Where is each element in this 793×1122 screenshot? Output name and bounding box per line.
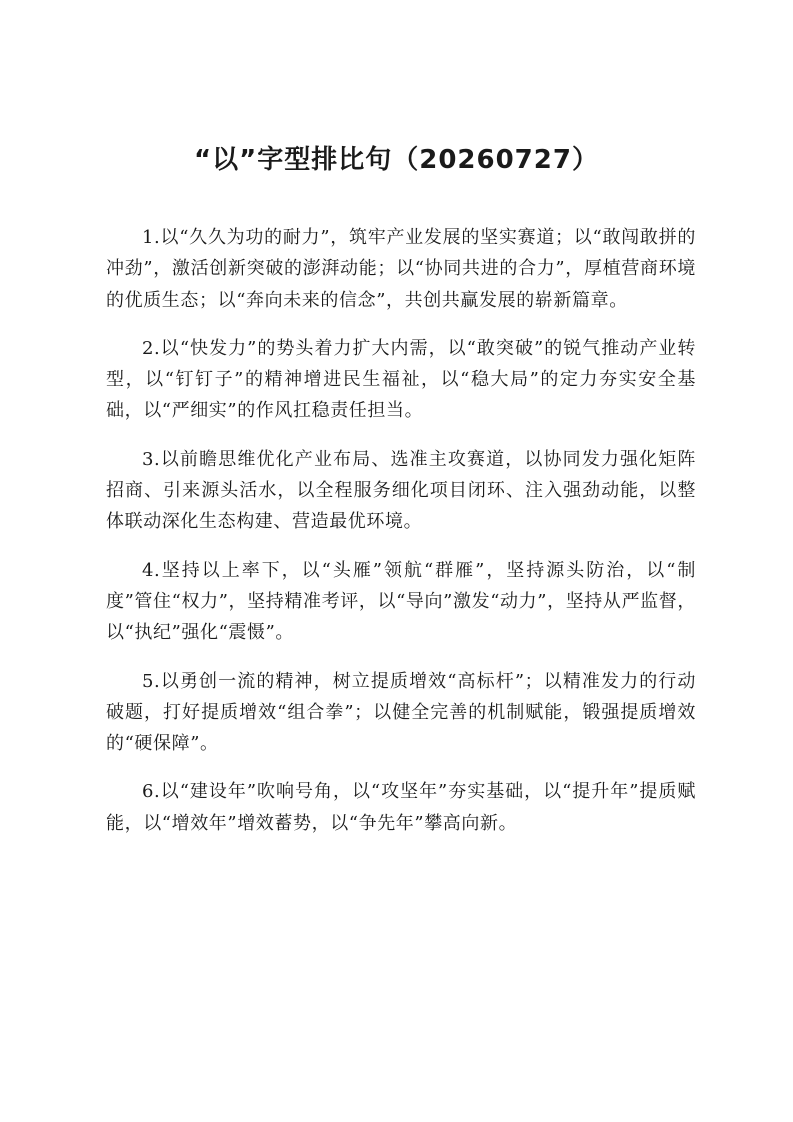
paragraph-3: 3.以前瞻思维优化产业布局、选准主攻赛道，以协同发力强化矩阵招商、引来源头活水，以全程服务细化项目闭环、注入强劲动能，以整体联动深化生态构建、营造最优环境。 <box>106 448 696 533</box>
document-body <box>106 222 696 856</box>
paragraph-4: 4.坚持以上率下，以“头雁”领航“群雁”，坚持源头防治，以“制度”管住“权力”，坚持精准考评，以“导向”激发“动力”，坚持从严监督，以“执纪”强化“震慑”。 <box>106 559 696 644</box>
paragraph-5: 5.以勇创一流的精神，树立提质增效“高标杆”；以精准发力的行动破题，打好提质增效“组合拳”；以健全完善的机制赋能，锻强提质增效的“硬保障”。 <box>106 670 696 755</box>
paragraph-6: 6.以“建设年”吹响号角，以“攻坚年”夯实基础，以“提升年”提质赋能，以“增效年”增效蓄势，以“争先年”攀高向新。 <box>106 781 696 834</box>
paragraph-2: 2.以“快发力”的势头着力扩大内需，以“敢突破”的锐气推动产业转型，以“钉钉子”的精神增进民生福祉，以“稳大局”的定力夯实安全基础，以“严细实”的作风扛稳责任担当。 <box>106 337 696 422</box>
document-title: “以”字型排比句（20260727） <box>194 145 599 175</box>
paragraph-1: 1.以“久久为功的耐力”，筑牢产业发展的坚实赛道；以“敢闯敢拼的冲劲”，激活创新突破的澎湃动能；以“协同共进的合力”，厚植营商环境的优质生态；以“奔向未来的信念”，共创共赢发展的崭新篇章。 <box>106 227 696 311</box>
